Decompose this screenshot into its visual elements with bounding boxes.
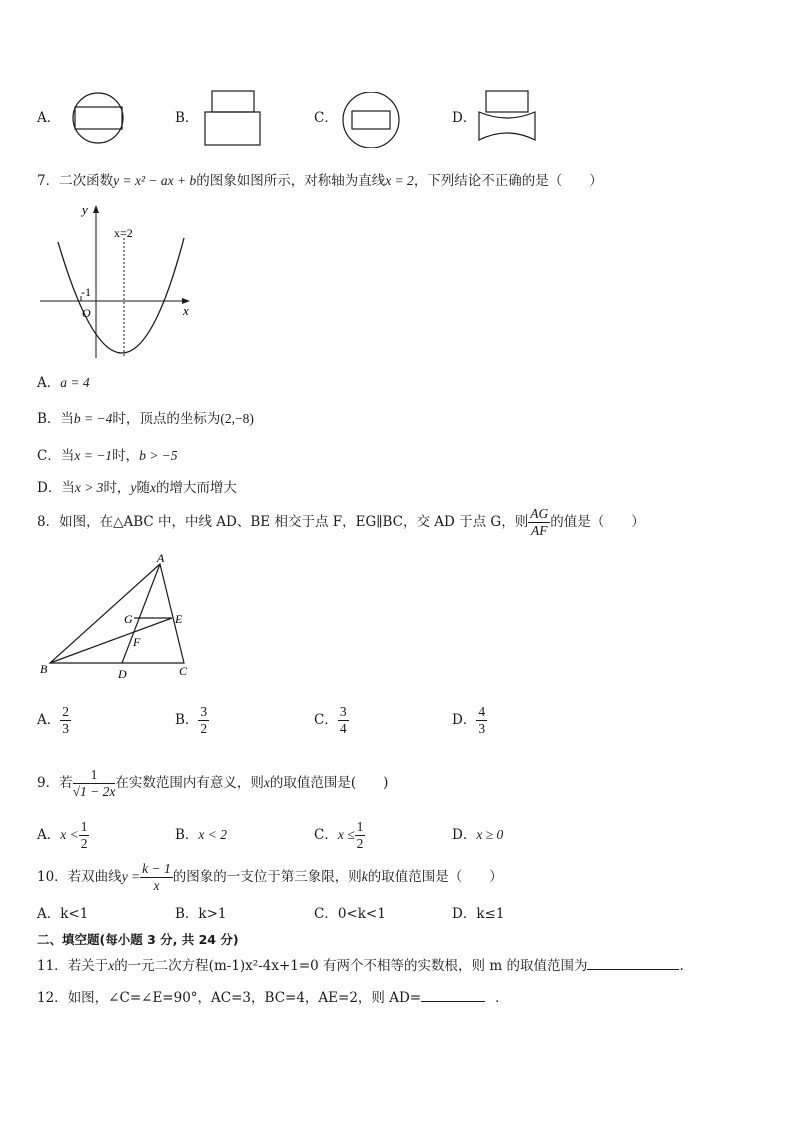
q9-fraction-denominator: √1 − 2x: [72, 784, 116, 799]
q10-fraction-denominator: x: [153, 878, 160, 893]
q9-option-c-pre: x ≤: [337, 827, 355, 842]
q12-number: 12．: [37, 990, 68, 1006]
q6-option-d-label: D．: [452, 110, 477, 126]
fraction-denominator: 3: [62, 721, 69, 736]
q6-option-a-label: A．: [37, 110, 61, 126]
q7-option-b-part: 时，顶点的坐标为: [112, 411, 221, 427]
q9-option-c-label: C．: [314, 827, 338, 843]
q8-stem-suffix: 的值是（ ）: [550, 514, 645, 530]
fraction-denominator: 3: [478, 721, 486, 736]
fraction-numerator: 1: [356, 819, 364, 834]
q10-stem-prefix: 若双曲线: [67, 869, 122, 885]
q7-stem: [37, 172, 603, 190]
q7-stem-function: y = x² − ax + b: [113, 173, 197, 188]
q6-option-a: [37, 109, 60, 127]
q7-graph-axis-label: x=2: [114, 226, 133, 240]
q6-option-d: [452, 109, 476, 127]
q9-stem: [37, 764, 388, 802]
q7-stem-prefix: 二次函数: [59, 173, 114, 189]
q10-option-b: [175, 905, 227, 923]
q8-option-d-fraction: [476, 704, 487, 737]
q11-stem-end: .: [679, 958, 684, 974]
q8-option-c-fraction: [338, 704, 349, 737]
q7-option-d-part: 随: [136, 480, 150, 496]
q10-option-c: [314, 905, 386, 923]
q7-option-c-label: C．: [37, 448, 61, 464]
q9-stem-suffix: 的取值范围是( ): [269, 775, 389, 791]
q10-option-a-text: k<1: [60, 906, 89, 922]
q7-option-c-part: b > −5: [139, 448, 178, 463]
q7-option-a-label: A．: [37, 375, 61, 391]
q10-option-d-label: D．: [452, 906, 477, 922]
q10-stem-suffix: 的取值范围是（ ）: [367, 869, 503, 885]
q12-stem-end: ．: [495, 990, 509, 1006]
q8-option-a-label: A．: [37, 712, 61, 728]
q6-option-b: [175, 109, 198, 127]
q9-stem-fraction: [73, 767, 116, 800]
q10-option-d-text: k≤1: [476, 906, 505, 922]
q7-option-d-part: x: [149, 480, 156, 495]
q11-number: 11．: [37, 958, 68, 974]
q7-option-b: [37, 410, 254, 428]
q10-option-c-text: 0<k<1: [337, 906, 386, 922]
q9-option-b-text: x < 2: [198, 827, 228, 842]
q8-fraction-denominator: AF: [530, 523, 548, 538]
q10-stem: [37, 858, 503, 896]
q12-answer-blank[interactable]: [421, 989, 485, 1002]
q12-stem: [37, 989, 509, 1007]
q7-option-b-part: (2,−8): [220, 411, 254, 426]
q9-stem-prefix: 若: [59, 775, 73, 791]
q7-option-a-text: a = 4: [60, 375, 90, 390]
q6-option-b-label: B．: [175, 110, 199, 126]
q8-option-a-fraction: [60, 704, 71, 737]
q8-stem: [37, 503, 645, 541]
fraction-numerator: 1: [80, 819, 88, 834]
q9-option-d-text: x ≥ 0: [476, 827, 504, 842]
q8-label-e: E: [175, 612, 183, 626]
q6-figure-b: [200, 88, 266, 148]
q8-label-d: D: [118, 667, 127, 681]
q10-option-a-label: A．: [37, 906, 61, 922]
fraction-numerator: 3: [200, 704, 208, 719]
q11-answer-blank[interactable]: [587, 957, 679, 970]
q8-number: 8．: [37, 514, 60, 530]
q11-stem-prefix: 若关于: [67, 958, 109, 974]
q11-stem-var: x: [108, 958, 115, 973]
fraction-numerator: 4: [478, 704, 486, 719]
q6-figure-c: [336, 92, 406, 148]
q10-stem-var: k: [361, 869, 368, 884]
q7-option-c-part: x = −1: [74, 448, 113, 463]
q7-option-d-part: 的增大而增大: [155, 480, 237, 496]
q9-number: 9．: [37, 775, 60, 791]
q6-option-c: [314, 109, 338, 127]
q12-stem-text: 如图，∠C=∠E=90°，AC=3，BC=4，AE=2，则 AD=: [67, 990, 422, 1006]
q7-option-a: [37, 374, 90, 392]
q9-option-b-label: B．: [175, 827, 199, 843]
q10-stem-mid: 的图象的一支位于第三象限，则: [172, 869, 362, 885]
q10-stem-y: y =: [121, 869, 141, 884]
q9-option-c: [314, 817, 365, 853]
fraction-numerator: 2: [62, 704, 69, 719]
q8-stem-prefix: 如图，在△ABC 中，中线 AD、BE 相交于点 F，EG∥BC，交 AD 于点 G，则: [59, 514, 529, 530]
q7-option-d-label: D．: [37, 480, 62, 496]
q9-option-a: [37, 817, 89, 853]
q7-option-c-part: 时，: [112, 448, 140, 464]
q11-stem-rest: 的一元二次方程(m-1)x²-4x+1=0 有两个不相等的实数根，则 m 的取值范围为: [114, 958, 588, 974]
q8-option-b: [175, 702, 209, 738]
q7-option-d-part: x > 3: [74, 480, 104, 495]
q8-label-g: G: [124, 612, 133, 626]
q10-option-b-label: B．: [175, 906, 199, 922]
q9-fraction-numerator: 1: [73, 767, 116, 784]
q9-option-c-fraction: [355, 819, 366, 852]
q10-option-b-text: k>1: [198, 906, 227, 922]
fraction-denominator: 4: [339, 721, 347, 736]
q7-graph-origin-label: O: [82, 306, 91, 320]
q7-number: 7．: [37, 173, 60, 189]
q8-option-b-label: B．: [175, 712, 199, 728]
q9-option-d-label: D．: [452, 827, 477, 843]
q7-option-d-part: 时，: [103, 480, 131, 496]
q7-option-d-part: y: [130, 480, 137, 495]
q7-graph-x-label: x: [183, 303, 189, 318]
q8-fraction-numerator: AG: [530, 506, 549, 521]
q7-option-b-label: B．: [37, 411, 61, 427]
fraction-denominator: 2: [80, 836, 88, 851]
q10-option-c-label: C．: [314, 906, 338, 922]
q11-stem: [37, 957, 684, 975]
q7-option-c: [37, 447, 178, 465]
q9-stem-mid: 在实数范围内有意义，则: [115, 775, 264, 791]
q8-option-c-label: C．: [314, 712, 338, 728]
fraction-denominator: 2: [356, 836, 364, 851]
q7-option-c-part: 当: [60, 448, 75, 464]
q9-option-a-fraction: [79, 819, 90, 852]
q7-stem-mid: 的图象如图所示，对称轴为直线: [196, 173, 386, 189]
q9-stem-var: x: [263, 775, 270, 790]
q9-option-d: [452, 817, 503, 853]
q8-label-b: B: [40, 662, 48, 676]
q8-option-b-fraction: [198, 704, 209, 737]
q10-option-a: [37, 905, 88, 923]
q8-option-d-label: D．: [452, 712, 477, 728]
q8-label-f: F: [133, 635, 141, 649]
q8-option-a: [37, 702, 71, 738]
q6-figure-a: [64, 92, 136, 146]
q8-triangle-figure: [36, 552, 196, 684]
q7-graph-y-label: y: [82, 202, 88, 217]
q8-stem-fraction: [528, 506, 550, 539]
q7-option-d-part: 当: [61, 480, 75, 496]
q8-label-c: C: [179, 664, 188, 678]
q10-fraction-numerator: k − 1: [142, 861, 171, 876]
q7-option-b-part: b = −4: [73, 411, 113, 426]
q8-option-c: [314, 702, 349, 738]
q7-option-b-part: 当: [60, 411, 74, 427]
q10-stem-fraction: [140, 861, 173, 894]
q8-label-a: A: [157, 552, 165, 565]
q6-figure-d: [474, 88, 540, 146]
q7-option-d: [37, 479, 237, 497]
q8-option-d: [452, 702, 487, 738]
fraction-numerator: 3: [339, 704, 347, 719]
q9-option-a-pre: x <: [60, 827, 79, 842]
q7-stem-axis: x = 2: [385, 173, 414, 188]
q7-stem-suffix: ，下列结论不正确的是（ ）: [413, 173, 603, 189]
fraction-denominator: 2: [200, 721, 208, 736]
q7-parabola-graph: [36, 198, 200, 364]
q10-option-d: [452, 905, 504, 923]
section-heading: 二、填空题(每小题 3 分, 共 24 分): [37, 932, 239, 947]
q6-option-c-label: C．: [314, 110, 338, 126]
q10-number: 10．: [37, 869, 68, 885]
q9-option-b: [175, 817, 227, 853]
q7-graph-minus-one-label: -1: [81, 285, 91, 299]
q9-option-a-label: A．: [37, 827, 61, 843]
